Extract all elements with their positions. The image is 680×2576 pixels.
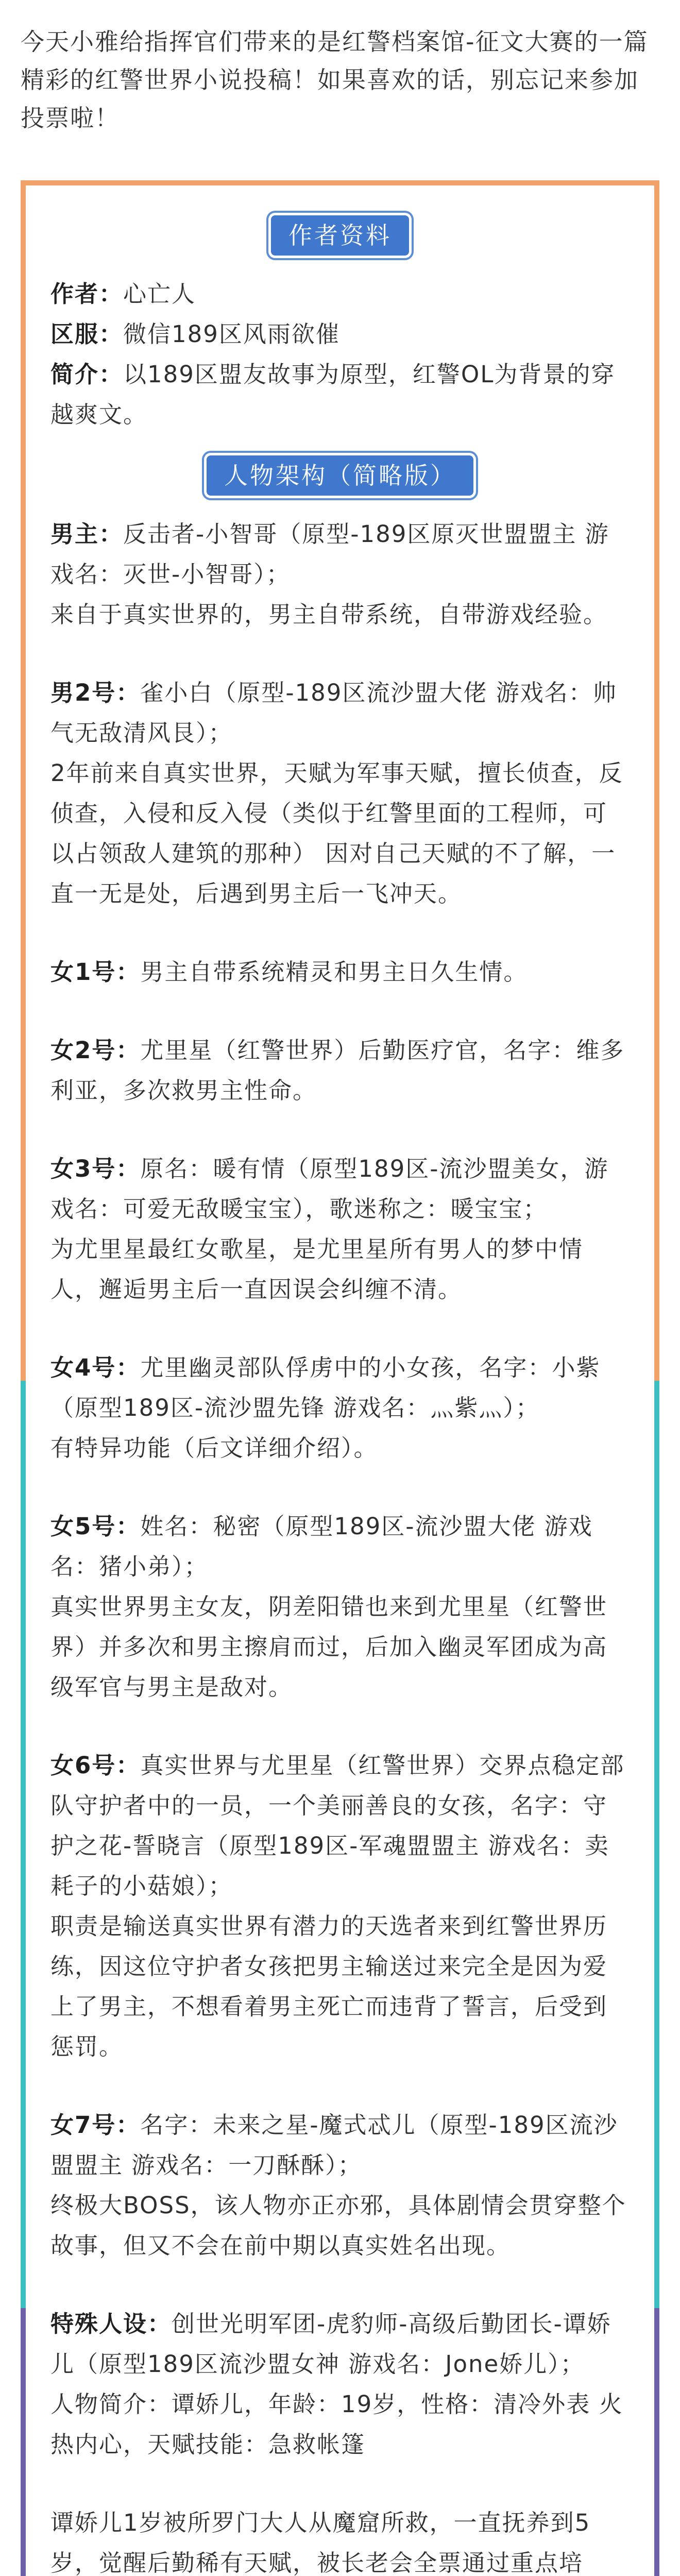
panel-border-top — [21, 180, 659, 185]
female3-line2: 为尤里星最红女歌星，是尤里星所有男人的梦中情人，邂逅男主后一直因误会纠缠不清。 — [50, 1235, 584, 1303]
female6-line1 — [50, 1745, 630, 1906]
synopsis-value: 以189区盟友故事为原型，红警OL为背景的穿越爽文。 — [50, 361, 616, 428]
special-line2: 人物简介：谭娇儿，年龄：19岁，性格：清冷外表 火热内心，天赋技能：急救帐篷 — [50, 2391, 623, 2458]
female7-line2: 终极大BOSS，该人物亦正亦邪，具体剧情会贯穿整个故事，但又不会在前中期以真实姓名出现。 — [50, 2192, 626, 2259]
female5-line2: 真实世界男主女友，阴差阳错也来到尤里星（红警世界）并多次和男主擦肩而过，后加入幽灵军团成为高级军官与男主是敌对。 — [50, 1593, 608, 1701]
female6-line2: 职责是输送真实世界有潜力的天选者来到红警世界历练，因这位守护者女孩把男主输送过来完全是因为爱上了男主，不想看着男主死亡而违背了誓言，后受到惩罚。 — [50, 1912, 608, 2060]
female2-label: 女2号： — [50, 1037, 141, 1064]
special-text1: 创世光明军团-虎豹师-高级后勤团长-谭娇儿（原型189区流沙盟女神 游戏名：Jone娇儿）； — [50, 2310, 611, 2378]
panel-content — [50, 210, 630, 2576]
characters-section-tag: 人物架构（简略版） — [207, 455, 473, 496]
special-line1 — [50, 2304, 630, 2384]
female5-line1 — [50, 1506, 630, 1587]
female7-text1: 名字：未来之星-魔式忒儿（原型-189区流沙盟盟主 游戏名：一刀酥酥）； — [50, 2111, 618, 2179]
female3-line1 — [50, 1149, 630, 1229]
female4-text1: 尤里幽灵部队俘虏中的小女孩，名字：小紫（原型189区-流沙盟先锋 游戏名：灬紫灬）； — [50, 1354, 601, 1421]
author-section-tag: 作者资料 — [271, 215, 409, 256]
panel-border-left-teal — [21, 1381, 26, 2308]
male2-label: 男2号： — [50, 679, 141, 706]
female2-line1 — [50, 1030, 630, 1111]
panel-border-left-orange — [21, 180, 26, 1381]
female4-line1 — [50, 1348, 630, 1428]
author-label: 作者： — [50, 280, 124, 308]
male2-line1 — [50, 673, 630, 753]
female1-label: 女1号： — [50, 958, 141, 986]
special-label: 特殊人设： — [50, 2310, 172, 2337]
author-value: 心亡人 — [123, 280, 196, 308]
female1-text1: 男主自带系统精灵和男主日久生情。 — [140, 958, 528, 986]
female4-label: 女4号： — [50, 1354, 141, 1381]
male-lead-line2: 来自于真实世界的，男主自带系统，自带游戏经验。 — [50, 601, 608, 628]
special-line3: 谭娇儿1岁被所罗门大人从魔窟所救，一直抚养到5岁，觉醒后勤稀有天赋，被长老会全票通过重点培 — [50, 2509, 591, 2576]
female7-line1 — [50, 2105, 630, 2185]
female6-text1: 真实世界与尤里星（红警世界）交界点稳定部队守护者中的一员，一个美丽善良的女孩，名字：守护之花-誓晓言（原型189区-军魂盟盟主 游戏名：卖耗子的小菇娘）； — [50, 1752, 625, 1900]
author-line — [50, 274, 630, 314]
female7-label: 女7号： — [50, 2111, 141, 2139]
female6-label: 女6号： — [50, 1752, 141, 1779]
panel-border-left-purple — [21, 2308, 26, 2576]
female1-line1 — [50, 952, 630, 992]
region-line — [50, 314, 630, 354]
female2-text1: 尤里星（红警世界）后勤医疗官，名字：维多利亚，多次救男主性命。 — [50, 1037, 625, 1104]
male2-text1: 雀小白（原型-189区流沙盟大佬 游戏名：帅气无敌清风艮）； — [50, 679, 617, 747]
synopsis-label: 简介： — [50, 361, 124, 388]
female3-label: 女3号： — [50, 1155, 141, 1182]
content-panel — [21, 180, 659, 2576]
male2-line2: 2年前来自真实世界，天赋为军事天赋，擅长侦查，反侦查，入侵和反入侵（类似于红警里面的工程师，可以占领敌人建筑的那种） 因对自己天赋的不了解，一直一无是处，后遇到男主后一飞冲天。 — [50, 759, 623, 907]
male-lead-label: 男主： — [50, 520, 124, 548]
panel-border-right-orange — [654, 180, 659, 1381]
female5-text1: 姓名：秘密（原型189区-流沙盟大佬 游戏名：猪小弟）； — [50, 1513, 593, 1580]
synopsis-line — [50, 354, 630, 435]
male-lead-text1: 反击者-小智哥（原型-189区原灭世盟盟主 游戏名：灭世-小智哥）； — [50, 520, 609, 588]
male-lead-line1 — [50, 514, 630, 595]
characters-tag-row — [50, 455, 630, 502]
panel-border-right-teal — [654, 1381, 659, 2308]
region-value: 微信189区风雨欲催 — [123, 320, 340, 348]
author-tag-row — [50, 215, 630, 262]
female4-line2: 有特异功能（后文详细介绍）。 — [50, 1434, 378, 1462]
female3-text1: 原名：暖有情（原型189区-流沙盟美女，游戏名：可爱无敌暖宝宝），歌迷称之：暖宝宝； — [50, 1155, 609, 1223]
region-label: 区服： — [50, 320, 124, 348]
panel-border-right-purple — [654, 2308, 659, 2576]
female5-label: 女5号： — [50, 1513, 141, 1540]
intro-paragraph: 今天小雅给指挥官们带来的是红警档案馆-征文大赛的一篇精彩的红警世界小说投稿！如果喜欢的话，别忘记来参加投票啦！ — [21, 28, 649, 132]
